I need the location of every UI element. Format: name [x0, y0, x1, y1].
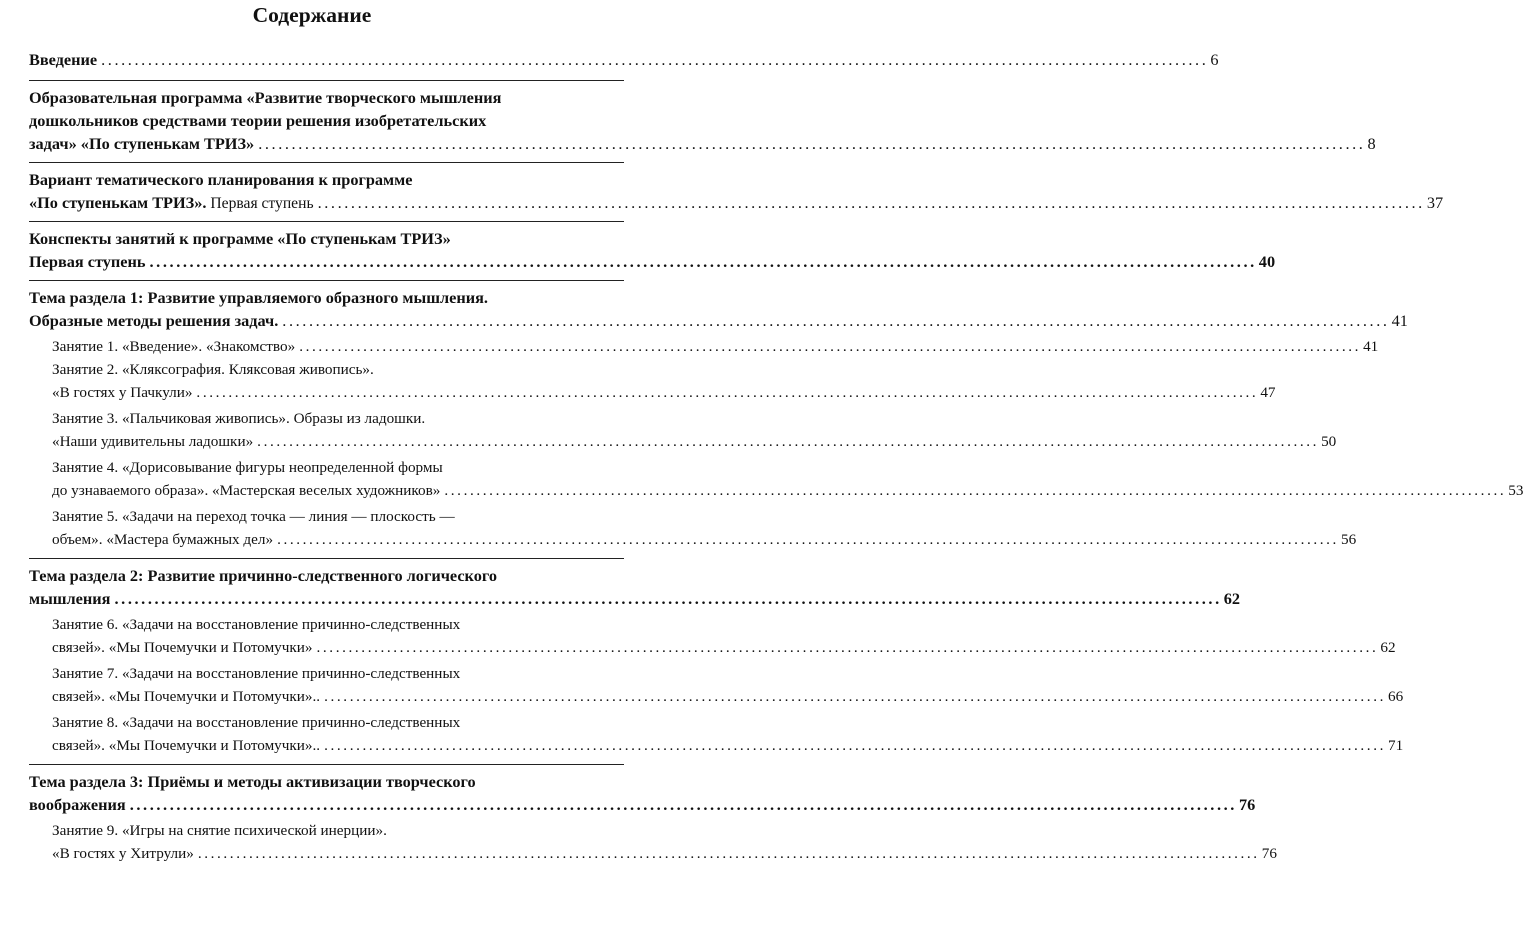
- toc-entry-lesson-5[interactable]: [52, 529, 1357, 551]
- divider: [29, 558, 624, 559]
- dot-leader: ......................................................................................................................................................................: [299, 338, 1362, 355]
- toc-entry-variant[interactable]: [29, 192, 1444, 214]
- toc-entry-topic3[interactable]: [29, 794, 1256, 816]
- toc-entry-program-line2: дошкольников средствами теории решения изобретательских: [29, 111, 487, 130]
- toc-entry-program-line1: Образовательная программа «Развитие творческого мышления: [29, 88, 502, 107]
- page-number: 8: [1367, 134, 1376, 153]
- page-number: 76: [1261, 845, 1277, 862]
- page-number: 6: [1210, 50, 1219, 69]
- toc-entry-topic2-line1: Тема раздела 2: Развитие причинно-следственного логического: [29, 566, 497, 585]
- toc-entry-lesson-6-line1: Занятие 6. «Задачи на восстановление причинно-следственных: [52, 616, 461, 633]
- page-number: 76: [1238, 795, 1256, 814]
- page-number: 71: [1388, 737, 1404, 754]
- entry-title: Занятие 1. «Введение». «Знакомство»: [52, 338, 296, 355]
- dot-leader: ......................................................................................................................................................................: [257, 433, 1320, 450]
- toc-entry-topic3-line1: Тема раздела 3: Приёмы и методы активизации творческого: [29, 772, 476, 791]
- entry-title: «Наши удивительны ладошки»: [52, 433, 254, 450]
- entry-title: связей». «Мы Почемучки и Потомучки»: [52, 639, 313, 656]
- dot-leader: ......................................................................................................................................................................: [196, 384, 1259, 401]
- page-number: 37: [1426, 193, 1444, 212]
- toc-entry-topic2[interactable]: [29, 588, 1241, 610]
- toc-entry-lesson-3-line1: Занятие 3. «Пальчиковая живопись». Образы из ладошки.: [52, 410, 426, 427]
- page-number: 41: [1363, 338, 1379, 355]
- page-number: 53: [1508, 482, 1523, 499]
- toc-entry-lesson-1[interactable]: [52, 336, 1379, 358]
- entry-title: «В гостях у Пачкули»: [52, 384, 193, 401]
- page-number: 40: [1258, 252, 1276, 271]
- divider: [29, 221, 624, 222]
- dot-leader: ......................................................................................................................................................................: [444, 482, 1507, 499]
- dot-leader: ......................................................................................................................................................................: [277, 531, 1339, 548]
- entry-title: объем». «Мастера бумажных дел»: [52, 531, 274, 548]
- toc-entry-variant-line1: Вариант тематического планирования к программе: [29, 170, 413, 189]
- toc-entry-lesson-2[interactable]: [52, 382, 1276, 404]
- dot-leader: ......................................................................................................................................................................: [324, 737, 1386, 754]
- page-number: 62: [1380, 639, 1396, 656]
- divider: [29, 80, 624, 81]
- divider: [29, 764, 624, 765]
- dot-leader: ......................................................................................................................................................................: [317, 193, 1425, 212]
- page-number: 62: [1223, 589, 1241, 608]
- toc-entry-lesson-9[interactable]: [52, 843, 1277, 865]
- dot-leader: ......................................................................................................................................................................: [316, 639, 1379, 656]
- toc-entry-lesson-9-line1: Занятие 9. «Игры на снятие психической инерции».: [52, 822, 387, 839]
- dot-leader: ......................................................................................................................................................................: [324, 688, 1386, 705]
- toc-entry-program[interactable]: [29, 133, 1376, 155]
- entry-title: «В гостях у Хитрули»: [52, 845, 194, 862]
- page-number: 47: [1260, 384, 1276, 401]
- entry-title: воображения: [29, 795, 126, 814]
- toc-entry-intro[interactable]: [29, 49, 1219, 71]
- toc-entry-lesson-4[interactable]: [52, 480, 1523, 502]
- entry-title-normal: Первая ступень: [206, 195, 314, 212]
- toc-entry-lesson-7-line1: Занятие 7. «Задачи на восстановление причинно-следственных: [52, 665, 461, 682]
- toc-entry-lesson-5-line1: Занятие 5. «Задачи на переход точка — линия — плоскость —: [52, 508, 455, 525]
- page-number: 56: [1340, 531, 1357, 548]
- entry-title: мышления: [29, 589, 111, 608]
- entry-title: связей». «Мы Почемучки и Потомучки»..: [52, 688, 321, 705]
- page-number: 41: [1391, 311, 1408, 330]
- dot-leader: ......................................................................................................................................................................: [258, 134, 1366, 153]
- toc-entry-topic1[interactable]: [29, 310, 1408, 332]
- toc-entry-lesson-8[interactable]: [52, 735, 1404, 757]
- entry-title: Введение: [29, 50, 98, 69]
- entry-title: связей». «Мы Почемучки и Потомучки»..: [52, 737, 321, 754]
- page-number: 66: [1388, 688, 1404, 705]
- divider: [29, 280, 624, 281]
- dot-leader: ......................................................................................................................................................................: [129, 795, 1237, 814]
- entry-title: до узнаваемого образа». «Мастерская веселых художников»: [52, 482, 441, 499]
- toc-entry-lesson-4-line1: Занятие 4. «Дорисовывание фигуры неопределенной формы: [52, 459, 443, 476]
- entry-title: Образные методы решения задач.: [29, 311, 279, 330]
- toc-entry-konspekty[interactable]: [29, 251, 1276, 273]
- toc-entry-lesson-6[interactable]: [52, 637, 1396, 659]
- page-number: 50: [1321, 433, 1337, 450]
- dot-leader: ......................................................................................................................................................................: [101, 50, 1209, 69]
- divider: [29, 162, 624, 163]
- entry-title: задач» «По ступенькам ТРИЗ»: [29, 134, 255, 153]
- toc-entry-konspekty-line1: Конспекты занятий к программе «По ступенькам ТРИЗ»: [29, 229, 451, 248]
- page-title: Содержание: [252, 3, 372, 27]
- entry-title: Первая ступень: [29, 252, 146, 271]
- toc-entry-lesson-8-line1: Занятие 8. «Задачи на восстановление причинно-следственных: [52, 714, 461, 731]
- dot-leader: ......................................................................................................................................................................: [114, 589, 1222, 608]
- dot-leader: ......................................................................................................................................................................: [149, 252, 1257, 271]
- toc-entry-lesson-2-line1: Занятие 2. «Кляксография. Кляксовая живопись».: [52, 361, 374, 378]
- toc-entry-topic1-line1: Тема раздела 1: Развитие управляемого образного мышления.: [29, 288, 488, 307]
- entry-title-bold: «По ступенькам ТРИЗ».: [29, 193, 207, 212]
- dot-leader: ......................................................................................................................................................................: [282, 311, 1390, 330]
- toc-entry-lesson-7[interactable]: [52, 686, 1404, 708]
- toc-entry-lesson-3[interactable]: [52, 431, 1337, 453]
- dot-leader: ......................................................................................................................................................................: [197, 845, 1260, 862]
